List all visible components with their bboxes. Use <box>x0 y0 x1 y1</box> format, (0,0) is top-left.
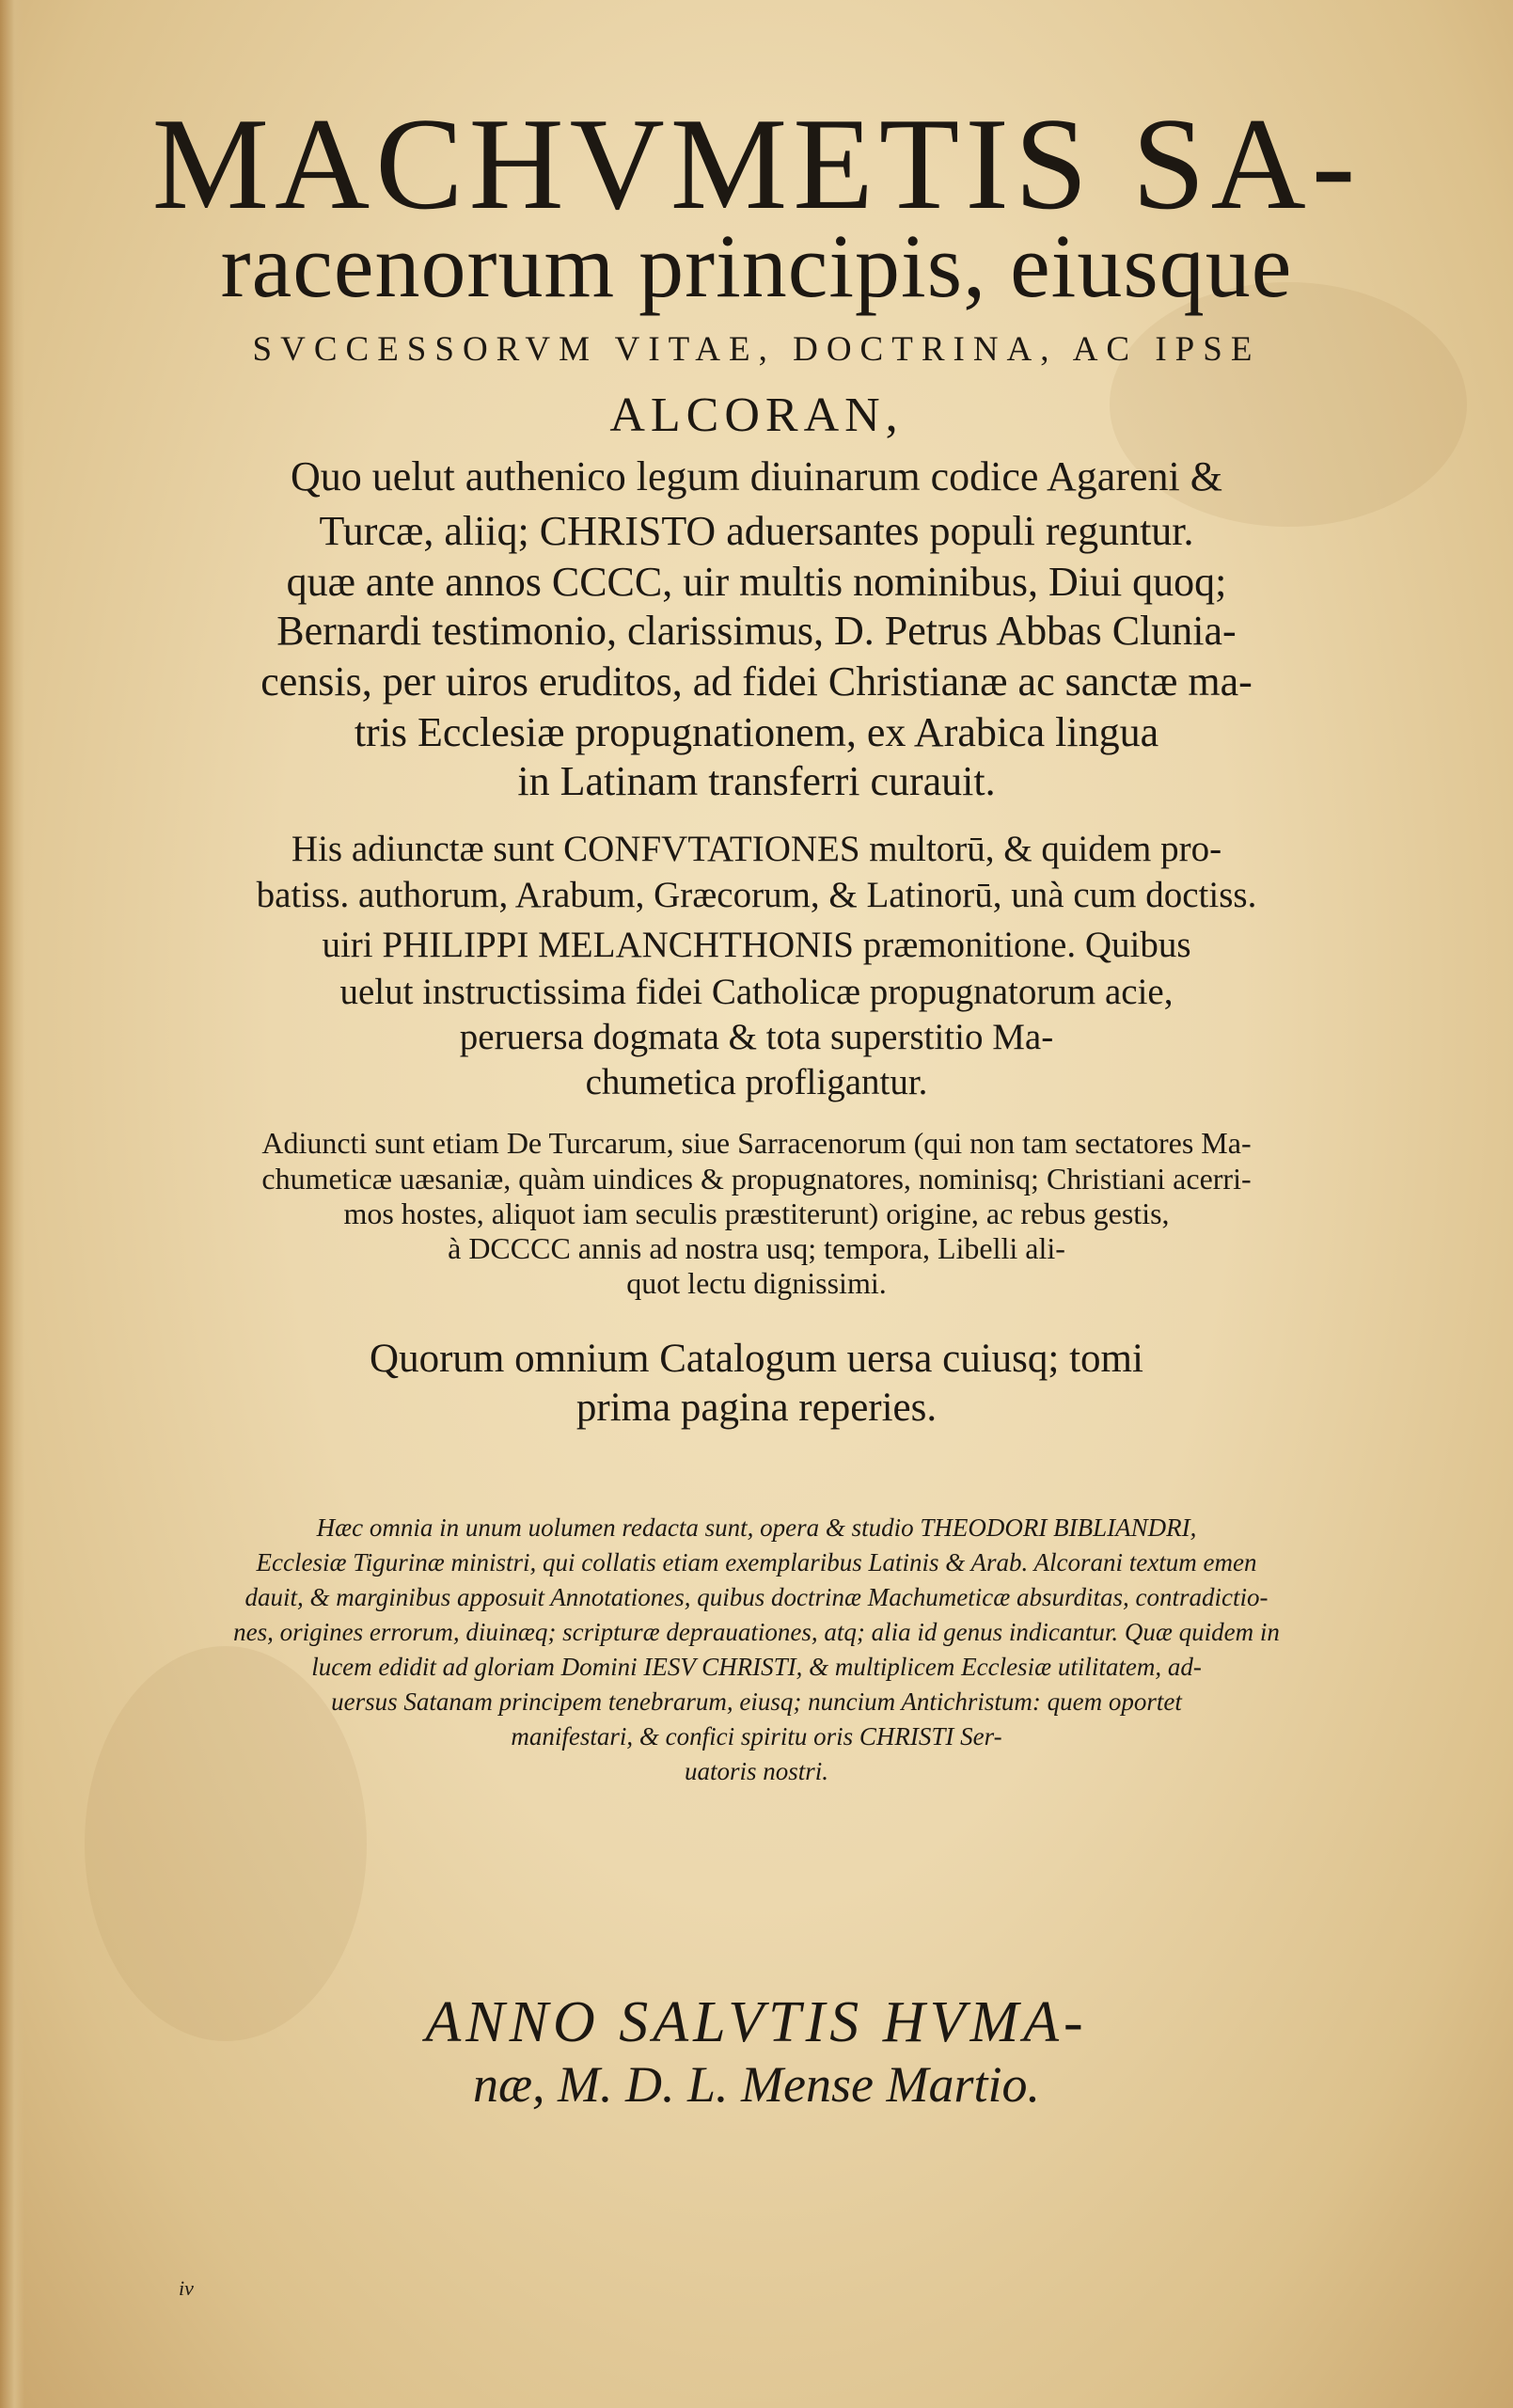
block5-line: dauit, & marginibus apposuit Annotationes, quibus doctrinæ Machumeticæ absurditas, contradictio- <box>244 1583 1269 1611</box>
block5-line: nes, origines errorum, diuinæq; scripturæ deprauationes, atq; alia id genus indicantur. Quæ quidem in <box>233 1618 1280 1646</box>
folio-mark: iv <box>179 2276 194 2300</box>
block1-line: censis, per uiros eruditos, ad fidei Christianæ ac sanctæ ma- <box>260 658 1253 705</box>
imprint-line-2: næ, M. D. L. Mense Martio. <box>473 2056 1040 2113</box>
block3-line: quot lectu dignissimi. <box>626 1266 887 1300</box>
block1-line: quæ ante annos CCCC, uir multis nominibus, Diui quoq; <box>286 559 1227 605</box>
block1-line: in Latinam transferri curauit. <box>517 758 996 804</box>
block4-line: Quorum omnium Catalogum uersa cuiusq; tomi <box>370 1337 1143 1381</box>
title-line-2: racenorum principis, eiusque <box>220 215 1293 316</box>
block5-line: Ecclesiæ Tigurinæ ministri, qui collatis etiam exemplaribus Latinis & Arab. Alcorani textum emen <box>256 1548 1257 1576</box>
block1-line: tris Ecclesiæ propugnationem, ex Arabica lingua <box>354 709 1159 755</box>
block5-line: manifestari, & confici spiritu oris CHRISTI Ser- <box>511 1722 1002 1751</box>
block2-line: uelut instructissima fidei Catholicæ propugnatorum acie, <box>339 972 1174 1012</box>
block5-line: Hæc omnia in unum uolumen redacta sunt, opera & studio THEODORI BIBLIANDRI, <box>316 1513 1197 1542</box>
block3-line: chumeticæ uæsaniæ, quàm uindices & propugnatores, nominisq; Christiani acerri- <box>261 1162 1252 1196</box>
imprint-line-1: ANNO SALVTIS HVMA- <box>425 1990 1088 2054</box>
title-line-3: SVCCESSORVM VITAE, DOCTRINA, AC IPSE <box>252 330 1261 369</box>
block1-line: Quo uelut authenico legum diuinarum codice Agareni & <box>291 453 1222 499</box>
block3-line: mos hostes, aliquot iam seculis præstiterunt) origine, ac rebus gestis, <box>343 1196 1170 1230</box>
title-line-1: MACHVMETIS SA- <box>151 91 1362 237</box>
block3-line: Adiuncti sunt etiam De Turcarum, siue Sarracenorum (qui non tam sectatores Ma- <box>261 1126 1252 1160</box>
block3-line: à DCCCC annis ad nostra usq; tempora, Libelli ali- <box>448 1231 1065 1265</box>
block1-line: Turcæ, aliiq; CHRISTO aduersantes populi reguntur. <box>319 508 1194 554</box>
block2-line: His adiunctæ sunt CONFVTATIONES multorū, & quidem pro- <box>291 829 1222 869</box>
block2-line: chumetica profligantur. <box>585 1062 928 1102</box>
title-line-4: ALCORAN, <box>609 388 904 442</box>
block5-line: uatoris nostri. <box>684 1757 829 1785</box>
block2-line: peruersa dogmata & tota superstitio Ma- <box>459 1017 1054 1057</box>
block5-line: lucem edidit ad gloriam Domini IESV CHRISTI, & multiplicem Ecclesiæ utilitatem, ad- <box>311 1653 1202 1681</box>
block1-line: Bernardi testimonio, clarissimus, D. Petrus Abbas Clunia- <box>276 608 1237 654</box>
block2-line: batiss. authorum, Arabum, Græcorum, & Latinorū, unà cum doctiss. <box>256 875 1257 915</box>
block2-line: uiri PHILIPPI MELANCHTHONIS præmonitione. Quibus <box>322 925 1191 965</box>
block4-line: prima pagina reperies. <box>575 1386 938 1430</box>
block5-line: uersus Satanam principem tenebrarum, eiusq; nuncium Antichristum: quem oportet <box>331 1687 1182 1716</box>
